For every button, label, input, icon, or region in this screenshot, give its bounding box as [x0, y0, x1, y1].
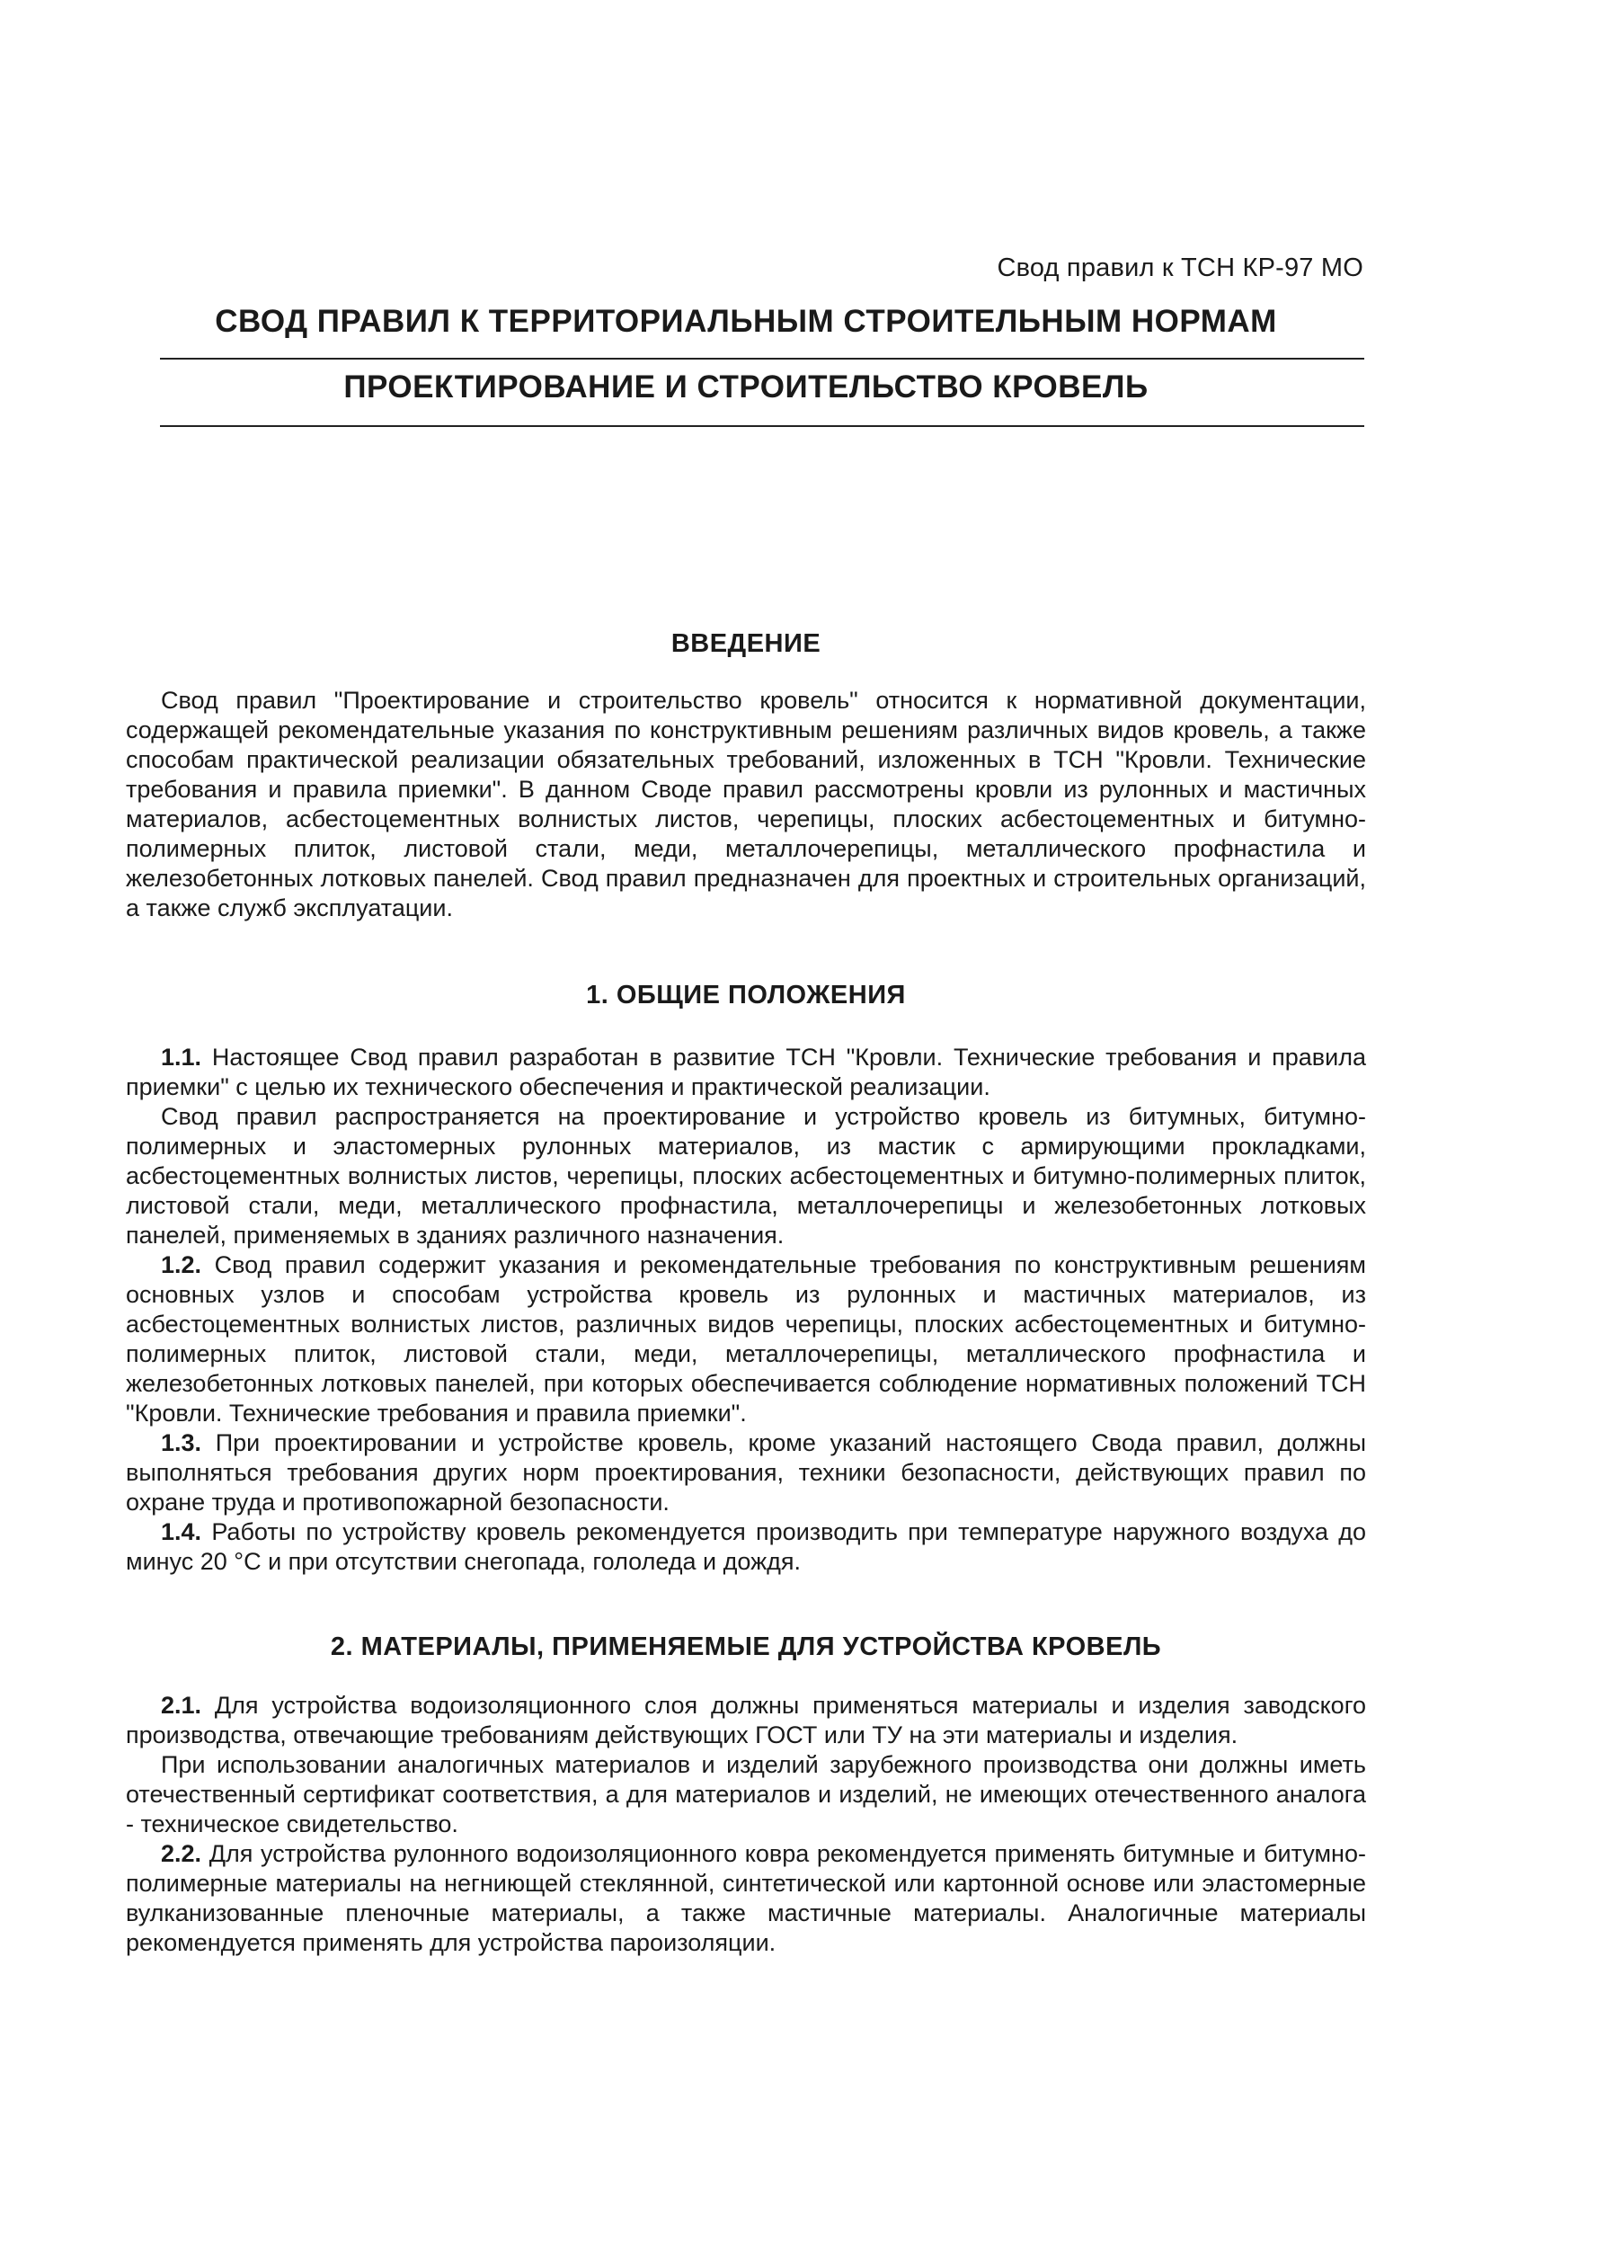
paragraph-text: При проектировании и устройстве кровель, кроме указаний настоящего Свода правил, должны выполняться требования других норм проектирования, техники безопасности, действующих правил по охране труда и противопожарной безопасности. — [126, 1429, 1366, 1516]
paragraph-text: Свод правил содержит указания и рекомендательные требования по конструктивным решениям основных узлов и способам устройства кровель из рулонных и мастичных материалов, из асбестоцементных волнистых листов, различных видов черепицы, плоских асбестоцементных и битумно-полимерных плиток, листовой стали, меди, металлочерепицы, металлического профнастила и железобетонных лотковых панелей, при которых обеспечивается соблюдение нормативных положений ТСН "Кровли. Технические требования и правила приемки". — [126, 1251, 1366, 1427]
title-divider-top — [160, 358, 1364, 360]
paragraph-text: Для устройства рулонного водоизоляционного ковра рекомендуется применять битумные и битумно-полимерные материалы на негниющей стеклянной, синтетической или картонной основе или эластомерные вулканизованные пленочные материалы, а также мастичные материалы. Аналогичные материалы рекомендуется применять для устройства пароизоляции. — [126, 1840, 1366, 1956]
title-divider-bottom — [160, 425, 1364, 427]
paragraph-1-3 — [126, 1428, 1366, 1517]
paragraph-1-2 — [126, 1250, 1366, 1428]
paragraph-1-4 — [126, 1517, 1366, 1577]
paragraph-text: Для устройства водоизоляционного слоя должны применяться материалы и изделия заводского производства, отвечающие требованиям действующих ГОСТ или ТУ на эти материалы и изделия. — [126, 1692, 1366, 1748]
paragraph-number: 1.4. — [161, 1518, 202, 1545]
sub-title: ПРОЕКТИРОВАНИЕ И СТРОИТЕЛЬСТВО КРОВЕЛЬ — [343, 369, 1149, 405]
paragraph-text: Настоящее Свод правил разработан в развитие ТСН "Кровли. Технические требования и правила приемки" с целью их технического обеспечения и практической реализации. — [126, 1044, 1366, 1100]
paragraph-2-1-continued: При использовании аналогичных материалов и изделий зарубежного производства они должны иметь отечественный сертификат соответствия, а для материалов и изделий, не имеющих отечественного аналога - техническое свидетельство. — [126, 1751, 1366, 1837]
paragraph-1-1 — [126, 1043, 1366, 1102]
paragraph-number: 2.2. — [161, 1840, 202, 1867]
document-body — [126, 629, 1366, 1958]
paragraph-number: 1.3. — [161, 1429, 202, 1456]
paragraph-text: Работы по устройству кровель рекомендуется производить при температуре наружного воздуха до минус 20 °С и при отсутствии снегопада, гололеда и дождя. — [126, 1518, 1366, 1575]
main-title: СВОД ПРАВИЛ К ТЕРРИТОРИАЛЬНЫМ СТРОИТЕЛЬНЫМ НОРМАМ — [215, 304, 1277, 339]
paragraph-number: 1.2. — [161, 1251, 202, 1278]
paragraph-number: 1.1. — [161, 1044, 202, 1071]
paragraph-2-2 — [126, 1839, 1366, 1958]
section-1-heading: 1. ОБЩИЕ ПОЛОЖЕНИЯ — [586, 981, 906, 1009]
paragraph-1-1-continued: Свод правил распространяется на проектирование и устройство кровель из битумных, битумно-полимерных и эластомерных рулонных материалов, из мастик с армирующими прокладками, асбестоцементных волнистых листов, черепицы, плоских асбестоцементных и битумно-полимерных плиток, листовой стали, меди, металлического профнастила, металлочерепицы и железобетонных лотковых панелей, применяемых в зданиях различного назначения. — [126, 1103, 1366, 1249]
document-reference: Свод правил к ТСН КР-97 МО — [997, 253, 1363, 282]
paragraph-number: 2.1. — [161, 1692, 202, 1719]
paragraph-2-1 — [126, 1691, 1366, 1750]
intro-heading: ВВЕДЕНИЕ — [670, 629, 821, 658]
section-2-heading: 2. МАТЕРИАЛЫ, ПРИМЕНЯЕМЫЕ ДЛЯ УСТРОЙСТВА КРОВЕЛЬ — [330, 1632, 1162, 1661]
intro-paragraph: Свод правил "Проектирование и строительство кровель" относится к нормативной документации, содержащей рекомендательные указания по конструктивным решениям различных видов кровель, а также способам практической реализации обязательных требований, изложенных в ТСН "Кровли. Технические требования и правила приемки". В данном Своде правил рассмотрены кровли из рулонных и мастичных материалов, асбестоцементных волнистых листов, черепицы, плоских асбестоцементных и битумно-полимерных плиток, листовой стали, меди, металлочерепицы, металлического профнастила и железобетонных лотковых панелей. Свод правил предназначен для проектных и строительных организаций, а также служб эксплуатации. — [126, 687, 1366, 921]
